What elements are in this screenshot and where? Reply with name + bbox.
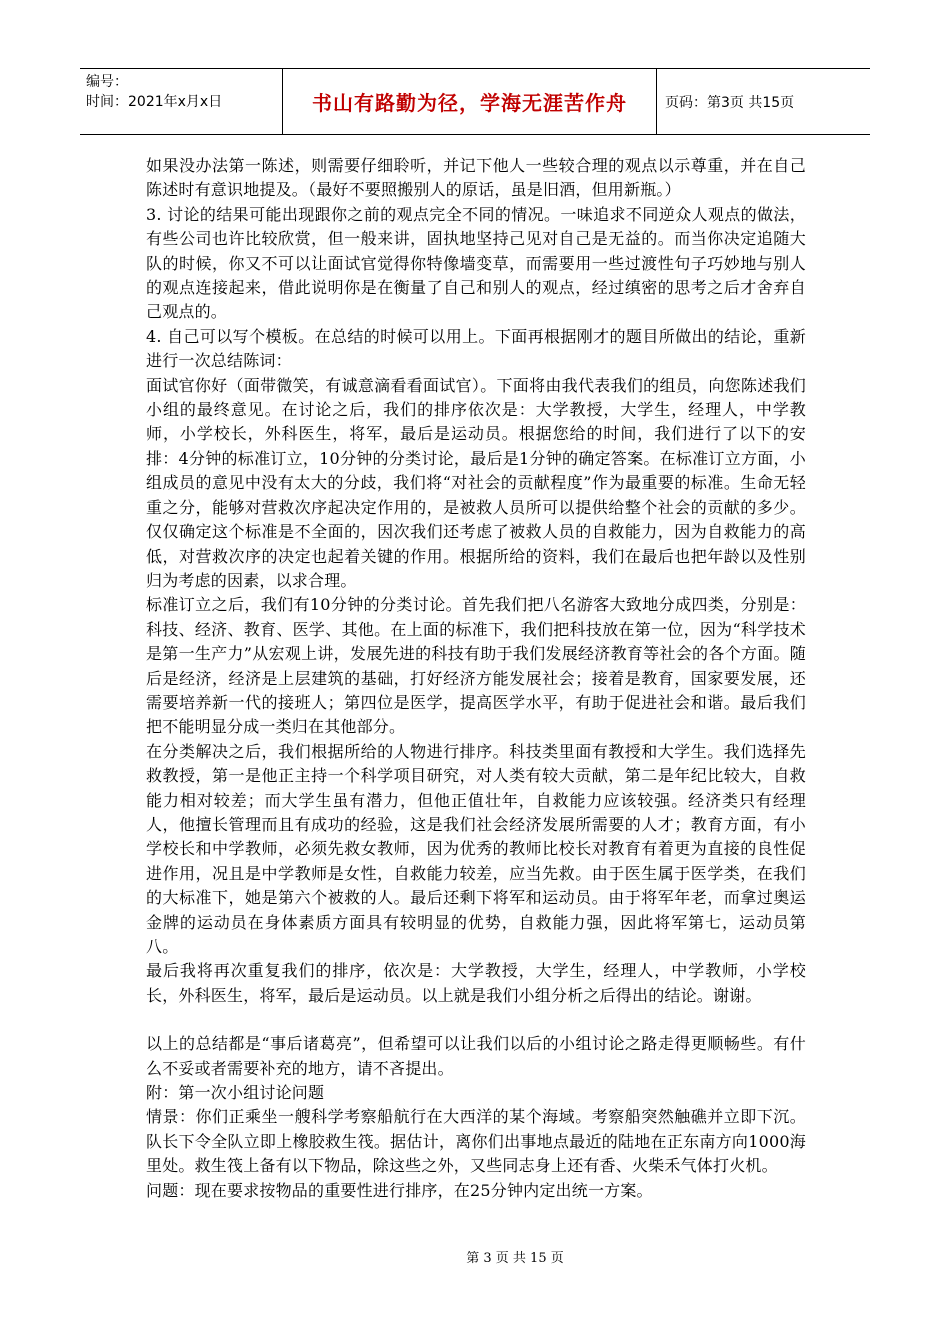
- body-paragraph: 4. 自己可以写个模板。在总结的时候可以用上。下面再根据刚才的题目所做出的结论，重新进行一次总结陈词：: [146, 326, 806, 371]
- body-paragraph: 面试官你好（面带微笑，有诚意滴看看面试官）。下面将由我代表我们的组员，向您陈述我们小组的最终意见。在讨论之后，我们的排序依次是：大学教授，大学生，经理人，中学教师，小学校长，外科医生，将军，最后是运动员。根据您给的时间，我们进行了以下的安排：4分钟的标准订立，10分钟的分类讨论，最后是1分钟的确定答案。在标准订立方面，小组成员的意见中没有太大的分歧，我们将“对社会的贡献程度”作为最重要的标准。生命无轻重之分，能够对营救次序起决定作用的，是被救人员所可以提供给整个社会的贡献的多少。仅仅确定这个标准是不全面的，因次我们还考虑了被救人员的自救能力，因为自救能力的高低，对营救次序的决定也起着关键的作用。根据所给的资料，我们在最后也把年龄以及性别归为考虑的因素，以求合理。: [146, 375, 806, 590]
- body-paragraph: 在分类解决之后，我们根据所给的人物进行排序。科技类里面有教授和大学生。我们选择先救教授，第一是他正主持一个科学项目研究，对人类有较大贡献，第二是年纪比较大，自救能力相对较差；而大学生虽有潜力，但他正值壮年，自救能力应该较强。经济类只有经理人，他擅长管理而且有成功的经验，这是我们社会经济发展所需要的人才；教育方面，有小学校长和中学教师，必须先救女教师，因为优秀的教师比校长对教育有着更为直接的良性促进作用，况且是中学教师是女性，自救能力较差，应当先救。由于医生属于医学类，在我们的大标准下，她是第六个被救的人。最后还剩下将军和运动员。由于将军年老，而拿过奥运金牌的运动员在身体素质方面具有较明显的优势，自救能力强，因此将军第七，运动员第八。: [146, 741, 806, 956]
- page-header: [80, 68, 870, 135]
- paragraph-spacer: [146, 1008, 806, 1032]
- question-paragraph: 问题：现在要求按物品的重要性进行排序，在25分钟内定出统一方案。: [146, 1180, 653, 1200]
- header-page-info: 页码：第3页 共15页: [665, 94, 795, 111]
- body-paragraph: 标准订立之后，我们有10分钟的分类讨论。首先我们把八名游客大致地分成四类，分别是：科技、经济、教育、医学、其他。在上面的标准下，我们把科技放在第一位，因为“科学技术是第一生产力”从宏观上讲，发展先进的科技有助于我们发展经济教育等社会的各个方面。随后是经济，经济是上层建筑的基础，打好经济方能发展社会；接着是教育，国家要发展，还需要培养新一代的接班人；第四位是医学，提高医学水平，有助于促进社会和谐。最后我们把不能明显分成一类归在其他部分。: [146, 595, 806, 737]
- footer-page-number: 第 3 页 共 15 页: [466, 1251, 564, 1266]
- scenario-paragraph: 情景：你们正乘坐一艘科学考察船航行在大西洋的某个海域。考察船突然触礁并立即下沉。队长下令全队立即上橡胶救生筏。据估计，离你们出事地点最近的陆地在正东南方向1000海里处。救生筏上备有以下物品，除这些之外，又些同志身上还有香、火柴禾气体打火机。: [146, 1107, 806, 1176]
- body-paragraph: 如果没办法第一陈述，则需要仔细聆听，并记下他人一些较合理的观点以示尊重，并在自己陈述时有意识地提及。（最好不要照搬别人的原话，虽是旧酒，但用新瓶。）: [146, 156, 806, 200]
- body-paragraph: 最后我将再次重复我们的排序，依次是：大学教授，大学生，经理人，中学教师，小学校长，外科医生，将军，最后是运动员。以上就是我们小组分析之后得出的结论。谢谢。: [146, 961, 806, 1005]
- page-footer: [0, 1247, 950, 1266]
- document-body: [146, 154, 806, 1203]
- appendix-heading: 附：第一次小组讨论问题: [146, 1083, 325, 1103]
- header-meta: [80, 69, 283, 134]
- closing-paragraph: 以上的总结都是“事后诸葛亮”，但希望可以让我们以后的小组讨论之路走得更顺畅些。有什么不妥或者需要补充的地方，请不吝提出。: [146, 1034, 806, 1078]
- document-date: 时间：2021年x月x日: [86, 94, 223, 110]
- header-motto: 书山有路勤为径，学海无涯苦作舟: [283, 69, 657, 134]
- body-paragraph: 3. 讨论的结果可能出现跟你之前的观点完全不同的情况。一味追求不同逆众人观点的做法，有些公司也许比较欣赏，但一般来讲，固执地坚持己见对自己是无益的。而当你决定追随大队的时候，你又不可以让面试官觉得你特像墙变草，而需要用一些过渡性句子巧妙地与别人的观点连接起来，借此说明你是在衡量了自己和别人的观点，经过缜密的思考之后才舍弃自己观点的。: [146, 204, 806, 322]
- document-number-label: 编号：: [86, 74, 128, 90]
